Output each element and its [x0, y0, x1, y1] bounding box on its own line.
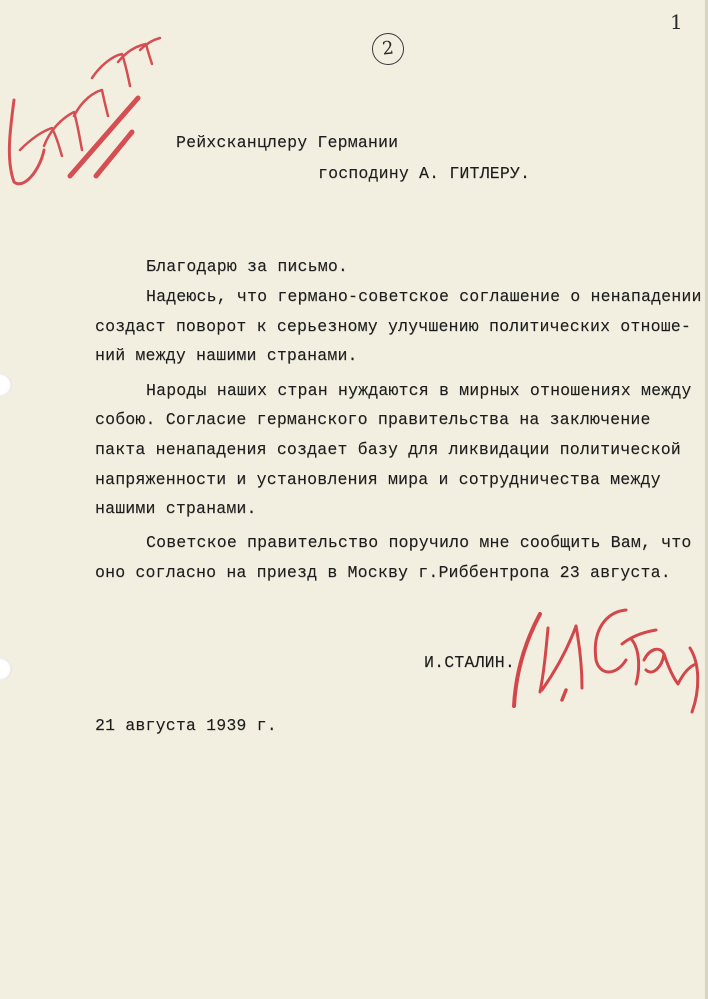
- body-line: собою. Согласие германского правительства на заключение: [95, 410, 651, 429]
- typed-signature: И.СТАЛИН.: [424, 653, 515, 672]
- body-line: пакта ненападения создает базу для ликвидации политической: [95, 440, 681, 459]
- body-line: Советское правительство поручило мне сообщить Вам, что: [146, 533, 692, 552]
- body-line: напряженности и установления мира и сотрудничества между: [95, 470, 661, 489]
- recipient-line-2: господину А. ГИТЛЕРУ.: [318, 164, 531, 183]
- page-number: 1: [670, 10, 683, 34]
- body-line: оно согласно на приезд в Москву г.Риббентропа 23 августа.: [95, 563, 671, 582]
- recipient-line-1: Рейхсканцлеру Германии: [176, 133, 399, 152]
- body-line: ний между нашими странами.: [95, 346, 358, 365]
- body-line: Народы наших стран нуждаются в мирных отношениях между: [146, 381, 692, 400]
- body-line: создаст поворот к серьезному улучшению политических отноше-: [95, 317, 691, 336]
- circled-sheet-number: 2: [370, 31, 405, 66]
- body-line: нашими странами.: [95, 499, 257, 518]
- document-date: 21 августа 1939 г.: [95, 716, 277, 735]
- body-line: Благодарю за письмо.: [146, 257, 349, 276]
- body-line: Надеюсь, что германо-советское соглашение о ненападении: [146, 287, 702, 306]
